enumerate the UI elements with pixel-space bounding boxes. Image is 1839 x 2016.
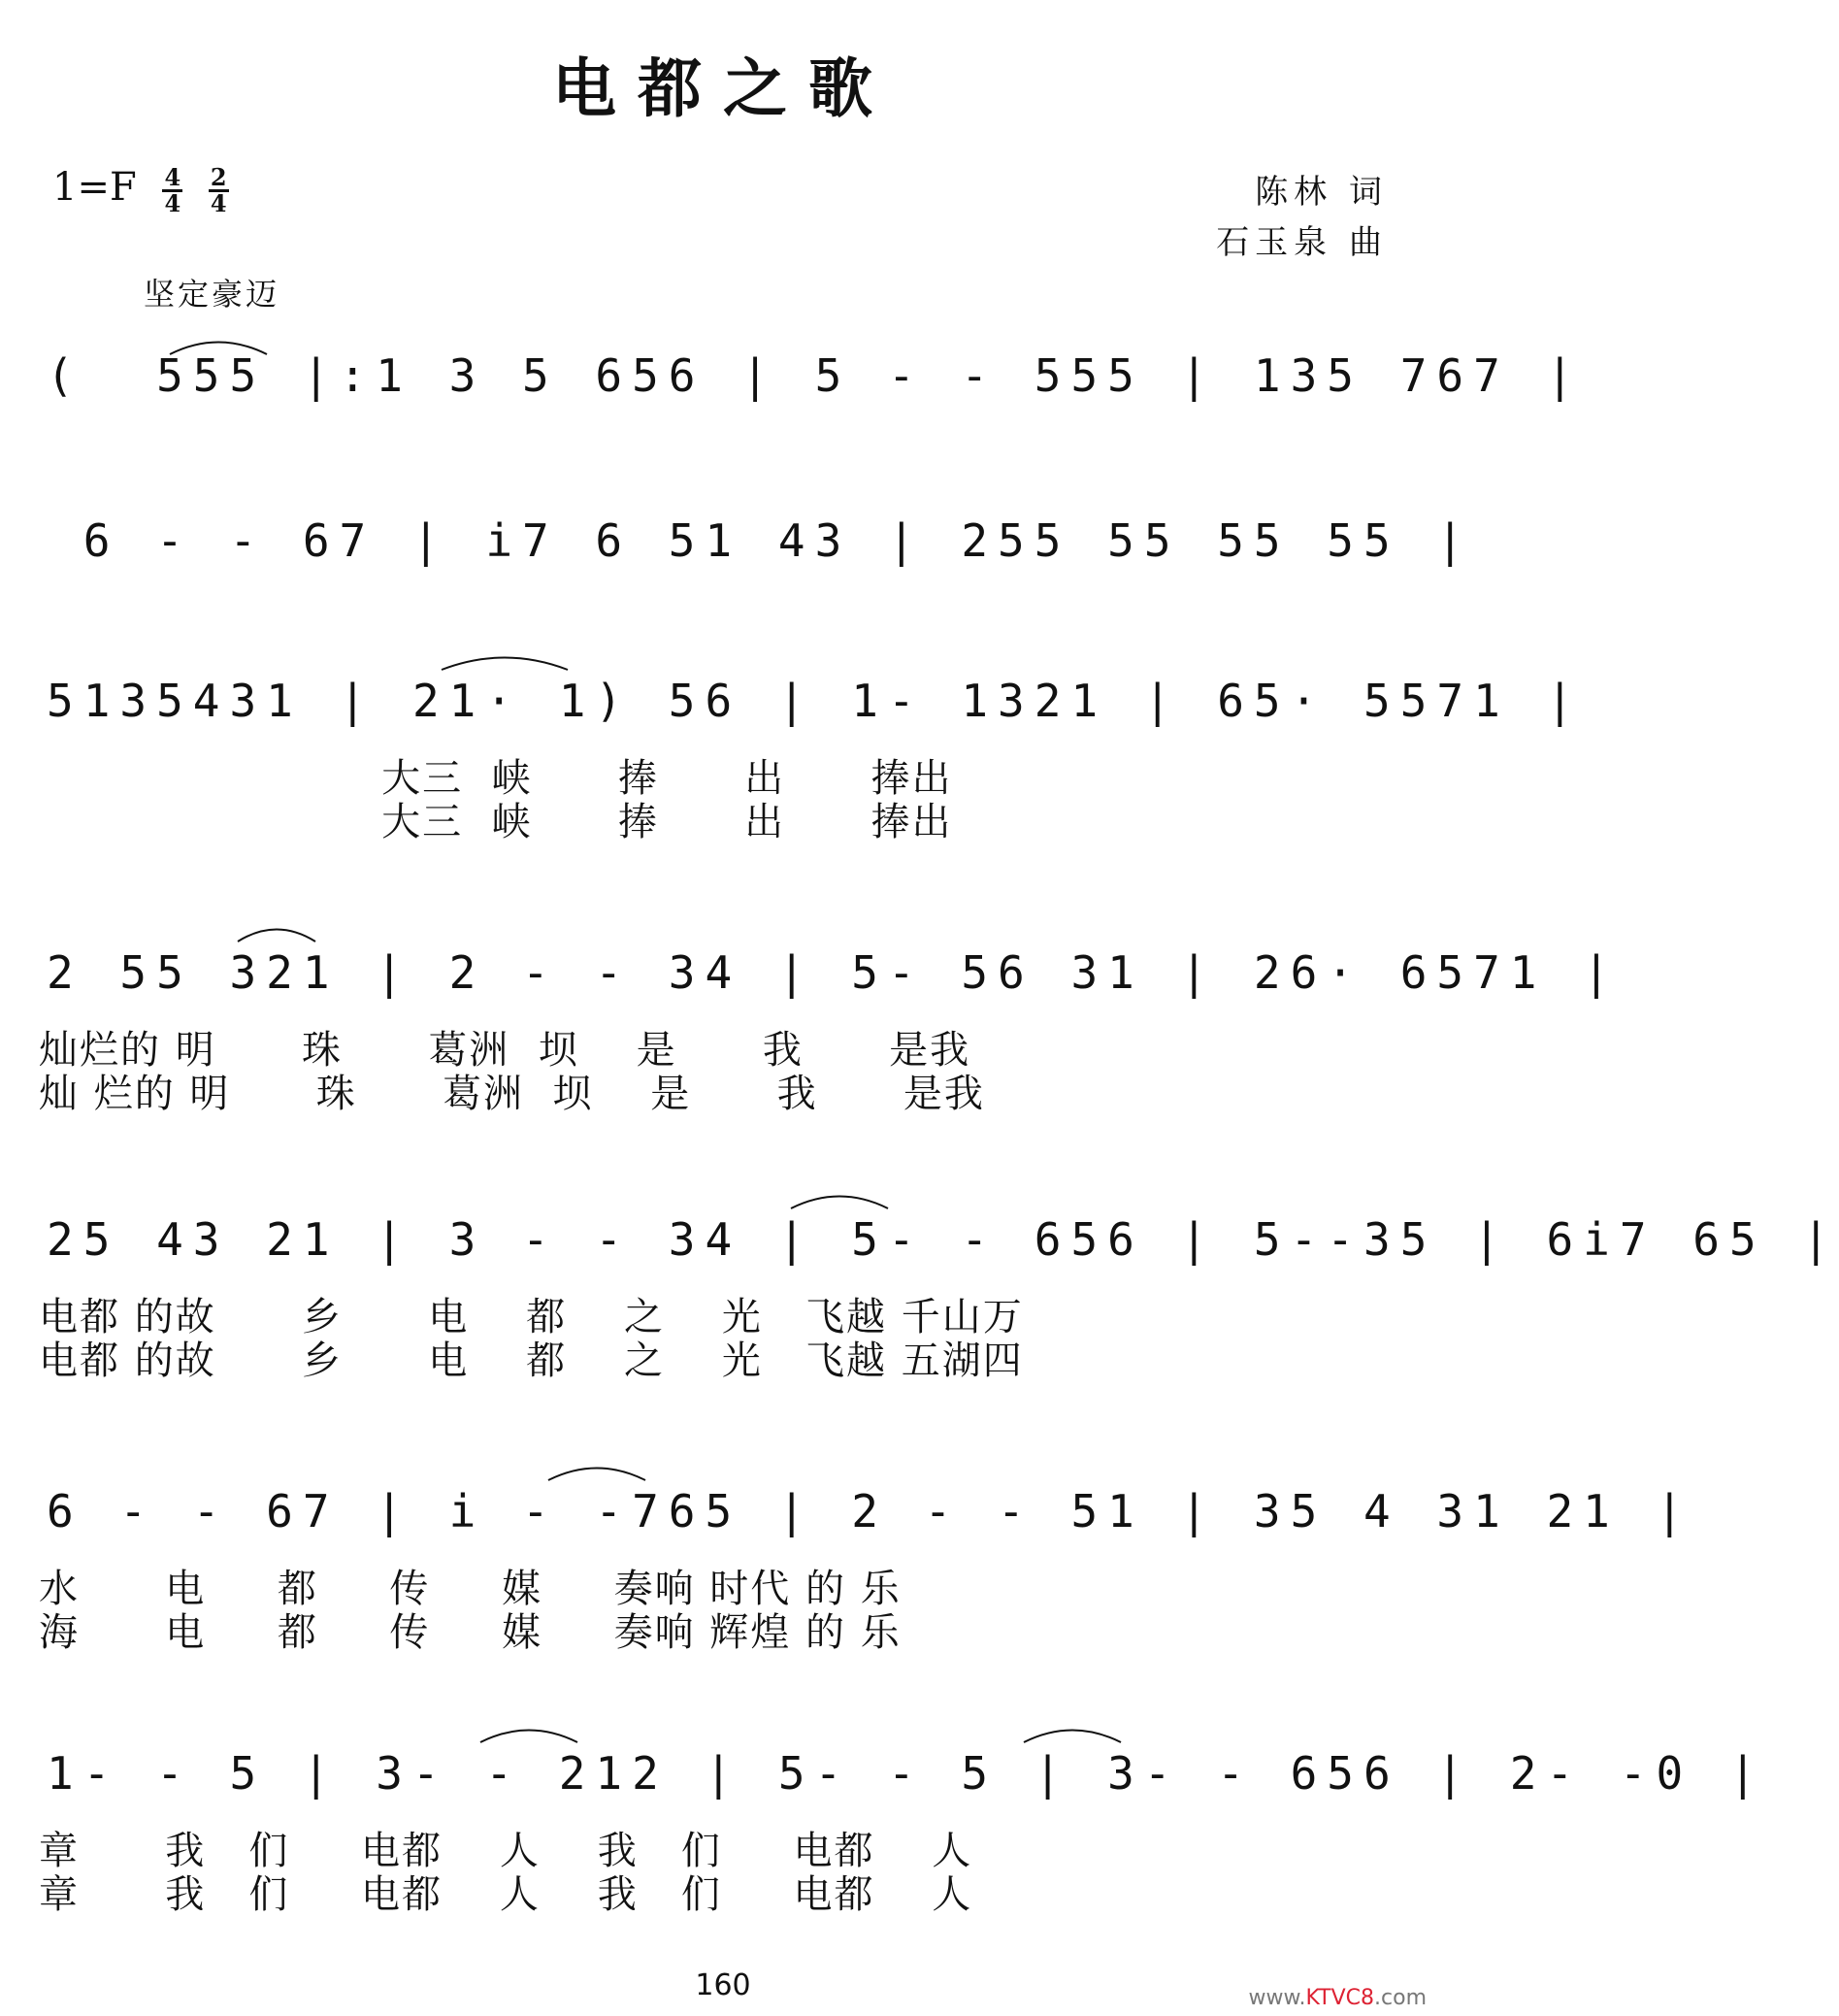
page-title: 电都之歌 xyxy=(552,50,894,126)
triplet-slur xyxy=(476,1718,582,1747)
notation-text: ( 555 |:1 3 5 656 | 5 - - 555 | 135 767 | xyxy=(47,349,1584,402)
triplet-slur xyxy=(543,1456,650,1485)
notation-text: 1- - 5 | 3- - 212 | 5- - 5 | 3- - 656 | 2- -0 | xyxy=(47,1747,1766,1800)
page-number: 160 xyxy=(695,1968,751,2002)
key-signature xyxy=(52,162,229,217)
lyrics-verse-1: 水 电 都 传 媒 奏响 时代 的 乐 xyxy=(39,1567,902,1611)
key-label: 1=F xyxy=(52,165,137,210)
composer-credit: 石玉泉 曲 xyxy=(1216,223,1388,262)
notation-text: 2 55 321 | 2 - - 34 | 5- 56 31 | 26· 6571 | xyxy=(47,946,1620,999)
lyrics-verse-2: 海 电 都 传 媒 奏响 辉煌 的 乐 xyxy=(39,1610,902,1655)
score-line-1 xyxy=(0,320,1584,456)
watermark: www.KTVC8.com xyxy=(1248,1986,1427,2010)
time-signature-1: $\frac{4}{4}$ xyxy=(164,162,181,217)
lyrics-verse-1: 大三 峡 捧 出 捧出 xyxy=(39,756,953,801)
lyrics-verse-1: 电都 的故 乡 电 都 之 光 飞越 千山万 xyxy=(39,1295,1024,1339)
notation-text: 25 43 21 | 3 - - 34 | 5- - 656 | 5--35 | 6i7 65 | xyxy=(47,1213,1839,1266)
score-line-3 xyxy=(0,645,1584,859)
lyrics-verse-2: 电都 的故 乡 电 都 之 光 飞越 五湖四 xyxy=(39,1338,1024,1383)
time-signature-2: $\frac{2}{4}$ xyxy=(210,162,227,217)
lyrics-verse-2: 灿 烂的 明 珠 葛洲 坝 是 我 是我 xyxy=(39,1072,985,1116)
score-line-5 xyxy=(0,1184,1839,1398)
score-line-4 xyxy=(0,917,1620,1131)
score-line-2 xyxy=(0,485,1474,621)
tie-slur xyxy=(437,645,573,675)
lyrics-verse-2: 大三 峡 捧 出 捧出 xyxy=(39,800,953,844)
tie-slur xyxy=(233,917,320,946)
triplet-slur xyxy=(1019,1718,1126,1747)
lyricist-credit: 陈林 词 xyxy=(1255,173,1388,212)
lyrics-verse-2: 章 我 们 电都 人 我 们 电都 人 xyxy=(39,1872,973,1917)
notation-text: 5135431 | 21· 1) 56 | 1- 1321 | 65· 5571 | xyxy=(47,675,1584,727)
tempo-marking: 坚定豪迈 xyxy=(144,276,280,313)
lyrics-verse-1: 章 我 们 电都 人 我 们 电都 人 xyxy=(39,1829,973,1873)
notation-text: 6 - - 67 | i7 6 51 43 | 255 55 55 55 | xyxy=(47,514,1474,567)
notation-text: 6 - - 67 | i - -765 | 2 - - 51 | 35 4 31 21 | xyxy=(47,1485,1693,1537)
lyrics-verse-1: 灿烂的 明 珠 葛洲 坝 是 我 是我 xyxy=(39,1028,971,1073)
triplet-slur xyxy=(786,1184,893,1213)
score-line-6 xyxy=(0,1456,1693,1669)
score-line-7 xyxy=(0,1718,1766,1932)
